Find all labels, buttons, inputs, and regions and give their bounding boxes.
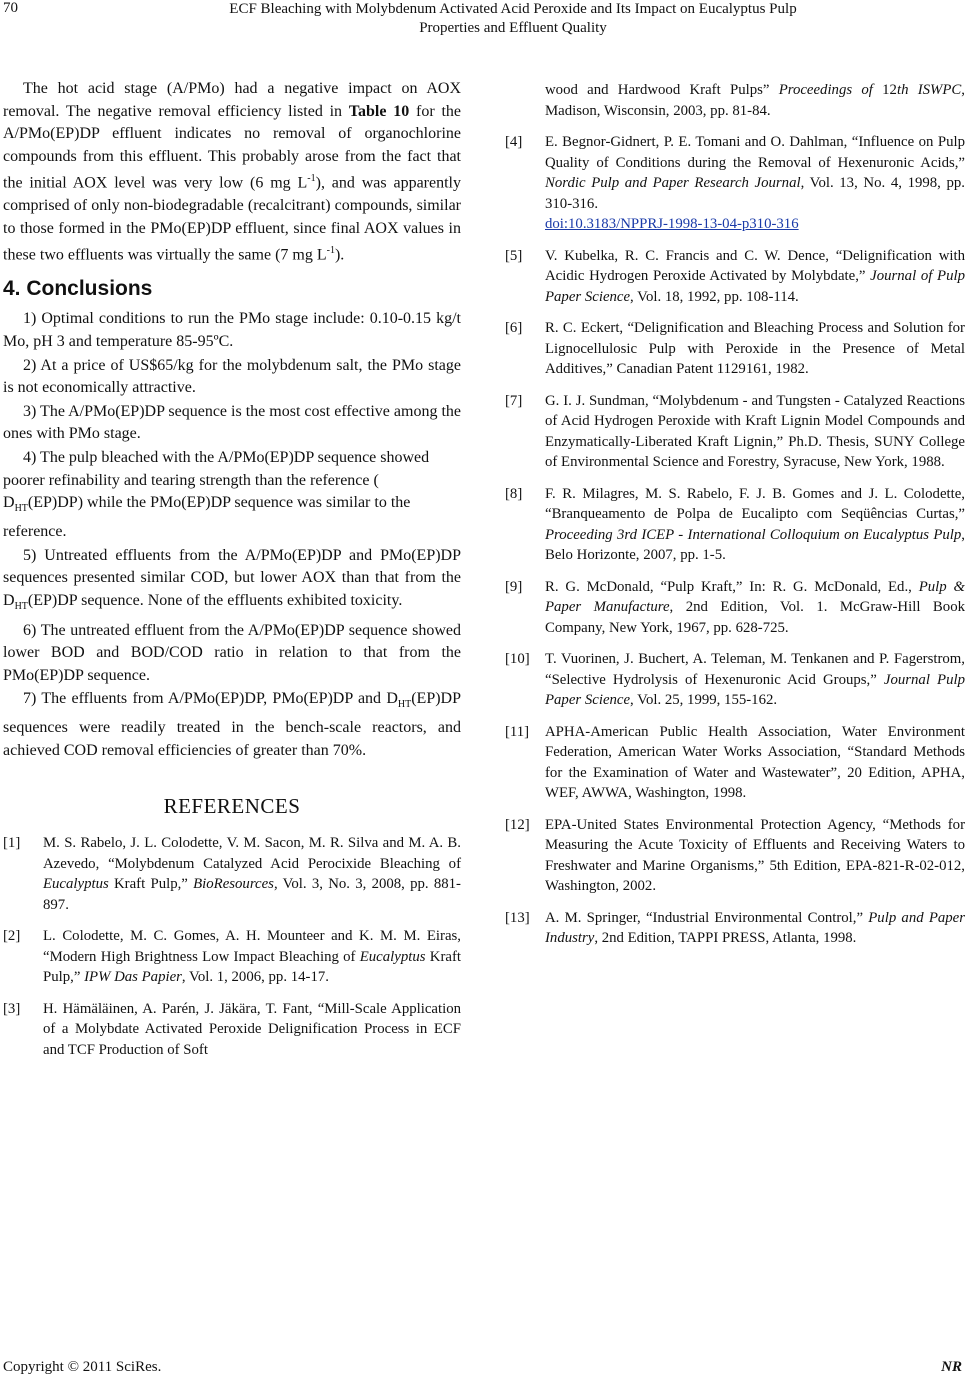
left-column (3, 78, 461, 1071)
footer-journal: NR (941, 1359, 962, 1375)
reference-text: G. I. J. Sundman, “Molybdenum - and Tungsten - Catalyzed Reactions of Acid Hydrogen Peroxide with Kraft Lignin Model Compounds and Enzymatically-Liberated Kraft Lignin,” Ph.D. Thesis, SUNY College of Environmental Science and Forestry, Syracuse, New York, 1988. (545, 392, 965, 470)
reference-number: [11] (505, 723, 530, 740)
reference-text: F. R. Milagres, M. S. Rabelo, F. J. B. Gomes and J. L. Colodette, “Branqueamento de Polpa de Eucalipto com Seqüências Curtas,” Proceeding 3rd ICEP - International Colloquium on Eucalyptus Pulp, Belo Horizonte, 2007, pp. 1-5. (545, 485, 965, 563)
reference-number: [4] (505, 134, 523, 150)
reference-text: M. S. Rabelo, J. L. Colodette, V. M. Sacon, M. R. Silva and M. A. B. Azevedo, “Molybdenum Catalyzed Acid Perocixide Bleaching of Eucalyptus Kraft Pulp,” BioResources, Vol. 3, No. 3, 2008, pp. 881-897. (43, 835, 461, 913)
doi-link[interactable]: doi:10.3183/NPPRJ-1998-13-04-p310-316 (545, 216, 799, 232)
conclusion-item: 6) The untreated effluent from the A/PMo(EP)DP sequence showed lower BOD and BOD/COD ratio in relation to that from the PMo(EP)DP sequence. (3, 621, 461, 684)
conclusion-item: 2) At a price of US$65/kg for the molybdenum salt, the PMo stage is not economically attractive. (3, 356, 461, 397)
reference-item (3, 833, 461, 915)
reference-item (3, 999, 461, 1061)
intro-paragraph: The hot acid stage (A/PMo) had a negative impact on AOX removal. The negative removal efficiency listed in Table 10 for the A/PMo(EP)DP effluent indicates no removal of organochlorine compounds from this effluent. This probably arose from the fact that the initial AOX level was very low (6 mg $L^{-1}$), and was apparently comprised of only non-biodegradable (recalcitrant) compounds, similar to those formed in the PMo(EP)DP effluent, since final AOX values in these two effluents was virtually the same (7 mg $L^{-1}$). (3, 80, 461, 264)
references-heading: REFERENCES (163, 794, 301, 819)
reference-text: L. Colodette, M. C. Gomes, A. H. Mounteer and K. M. M. Eiras, “Modern High Brightness Low Impact Bleaching of Eucalyptus Kraft Pulp,” IPW Das Papier, Vol. 1, 2006, pp. 14-17. (43, 928, 461, 986)
reference-text: E. Begnor-Gidnert, P. E. Tomani and O. Dahlman, “Influence on Pulp Quality of Conditions during the Removal of Hexenuronic Acids,” Nordic Pulp and Paper Research Journal, Vol. 13, No. 4, 1998, pp. 310-316. doi:10.3183/NPPRJ-1998-13-04-p310-316 (545, 134, 966, 232)
reference-number: [12] (505, 816, 530, 833)
reference-text: T. Vuorinen, J. Buchert, A. Teleman, M. Tenkanen and P. Fagerstrom, “Selective Hydrolysis of Hexenuronic Acid Groups,” Journal Pulp Paper Science, Vol. 25, 1999, 155-162. (545, 651, 965, 708)
reference-number: [8] (505, 485, 523, 502)
reference-text: APHA-American Public Health Association, Water Environment Federation, American Water Works Association, “Standard Methods for the Examination of Water and Wastewater”, 20 Edition, APHA, WEF, AWWA, Washington, 1998. (545, 723, 965, 801)
conclusion-item: 5) Untreated effluents from the A/PMo(EP)DP and PMo(EP)DP sequences presented similar COD, but lower AOX than that from the $D_{HT}(EP)DP$ sequence. None of the effluents exhibited toxicity. (3, 546, 461, 612)
reference-number: [1] (3, 835, 21, 852)
reference-number: [5] (505, 247, 523, 264)
reference-number: [6] (505, 320, 523, 336)
conclusion-item: 3) The A/PMo(EP)DP sequence is the most cost effective among the ones with PMo stage. (3, 402, 461, 443)
reference-item (505, 132, 965, 235)
conclusion-item: 1) Optimal conditions to run the PMo stage include: 0.10-0.15 kg/t Mo, pH 3 and temperature 85-95ºC. (3, 310, 461, 350)
reference-continuation: wood and Hardwood Kraft Pulps” Proceedings of 12th ISWPC, Madison, Wisconsin, 2003, pp. 81-84. (545, 82, 965, 119)
reference-text: R. G. McDonald, “Pulp Kraft,” In: R. G. McDonald, Ed., Pulp & Paper Manufacture, 2nd Edition, Vol. 1. McGraw-Hill Book Company, New York, 1967, pp. 628-725. (545, 578, 965, 636)
footer-copyright: Copyright © 2011 SciRes. (3, 1359, 162, 1375)
table-reference-link[interactable]: Table 10 (348, 102, 410, 120)
reference-item (505, 484, 965, 566)
reference-item (505, 722, 965, 804)
reference-item (505, 649, 965, 711)
reference-item (505, 815, 965, 897)
running-head (60, 0, 966, 38)
conclusion-item: 7) The effluents from A/PMo(EP)DP, PMo(EP)DP and $D_{HT}(EP)DP$ sequences were readily treated in the bench-scale reactors, and achieved COD removal efficiencies of greater than 70%. (3, 690, 461, 759)
reference-number: [2] (3, 928, 21, 945)
reference-item (505, 246, 965, 308)
running-head-line1: ECF Bleaching with Molybdenum Activated Acid Peroxide and Its Impact on Eucalyptus Pulp (229, 1, 797, 17)
reference-text: H. Hämäläinen, A. Parén, J. Jäkära, T. Fant, “Mill-Scale Application of a Molybdate Activated Peroxide Delignification Process in ECF and TCF Production of Soft (43, 1000, 461, 1058)
reference-number: [13] (505, 909, 530, 926)
reference-text: EPA-United States Environmental Protection Agency, “Methods for Measuring the Acute Toxicity of Effluents and Receiving Waters to Freshwater and Marine Organisms,” 5th Edition, EPA-821-R-02-012, Washington, 2002. (545, 816, 965, 894)
reference-item (3, 926, 461, 988)
reference-item (505, 318, 965, 380)
reference-text: V. Kubelka, R. C. Francis and C. W. Dence, “Delignification with Acidic Hydrogen Peroxide Activated by Molybdate,” Journal of Pulp Paper Science, Vol. 18, 1992, pp. 108-114. (545, 247, 965, 305)
reference-item (505, 577, 965, 639)
reference-text: A. M. Springer, “Industrial Environmental Control,” Pulp and Paper Industry, 2nd Edition, TAPPI PRESS, Atlanta, 1998. (545, 909, 965, 946)
right-column (505, 78, 965, 960)
reference-number: [3] (3, 1000, 21, 1017)
reference-number: [7] (505, 392, 523, 409)
reference-number: [10] (505, 651, 530, 667)
conclusion-item: 4) The pulp bleached with the A/PMo(EP)DP sequence showed poorer refinability and tearing strength than the reference ( $D_{HT}(EP)DP$) while the PMo(EP)DP sequence was similar to the reference. (3, 448, 430, 540)
reference-text: R. C. Eckert, “Delignification and Bleaching Process and Solution for Lignocellulosic Pulp with Peroxide in the Presence of Metal Additives,” Canadian Patent 1129161, 1982. (545, 320, 965, 377)
reference-item (505, 391, 965, 473)
reference-item (505, 908, 965, 949)
running-head-line2: Properties and Effluent Quality (419, 20, 607, 36)
conclusions-heading: 4. Conclusions (3, 277, 153, 301)
page-number: 70 (3, 0, 18, 16)
reference-number: [9] (505, 578, 523, 595)
